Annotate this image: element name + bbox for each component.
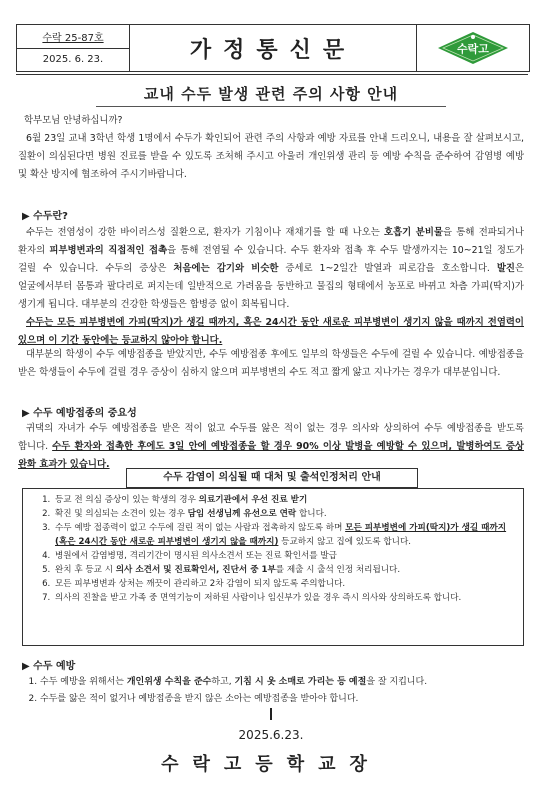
school-logo-icon: [437, 31, 509, 65]
text-cursor: [270, 708, 272, 720]
what-paragraph-2: 수두는 모든 피부병변에 가피(딱지)가 생길 때까지, 혹은 24시간 동안 새로운 피부병변이 생기지 않을 때까지 전염력이 있으며 이 기간 동안에는 등교하지 않아야 합니다.: [18, 317, 524, 346]
prevention-list: [22, 674, 542, 708]
page-title: 교내 수두 발생 관련 주의 사항 안내: [143, 85, 399, 103]
issue-date: 2025. 6. 23.: [42, 54, 104, 66]
list-item: 1. 등교 전 의심 증상이 있는 학생의 경우 의료기관에서 우선 진료 받기: [53, 493, 513, 507]
guidance-list: [23, 489, 523, 605]
what-paragraph-3: 대부분의 학생이 수두 예방접종을 받았지만, 수두 예방접종 후에도 일부의 학생들은 수두에 걸릴 수 있습니다. 예방접종을 받은 학생들이 수두에 걸릴 경우 증상이 심하지 않으며 피부병변의 수도 적고 짧게 앓고 지나가는 경우가 대부분입니다.: [18, 349, 524, 378]
list-item: 5. 완치 후 등교 시 의사 소견서 및 진료확인서, 진단서 중 1부를 제출 시 출석 인정 처리됩니다.: [53, 563, 513, 577]
guidance-box: [22, 488, 524, 646]
greeting: 학부모님 안녕하십니까?: [24, 115, 123, 126]
guidance-box-title: 수두 감염이 의심될 때 대처 및 출석인정처리 안내: [126, 468, 418, 488]
title-underline: [96, 106, 446, 107]
header-table: [16, 24, 530, 72]
school-logo: [417, 25, 529, 71]
list-item: 3. 수두 예방 접종력이 없고 수두에 걸린 적이 없는 사람과 접촉하지 않도록 하며 모든 피부병변에 가피(딱지)가 생길 때까지(혹은 24시간 동안 새로운 피부병변이 생기지 않을 때까지) 등교하지 않고 집에 있도록 합니다.: [53, 521, 513, 549]
list-item: 1. 수두 예방을 위해서는 개인위생 수칙을 준수하고, 기침 시 옷 소매로 가리는 등 예절을 잘 지킵니다.: [40, 674, 542, 691]
list-item: 2. 수두를 앓은 적이 없거나 예방접종을 받지 않은 소아는 예방접종을 받아야 합니다.: [40, 691, 542, 708]
section-heading-prevent: ▶ 수두 예방: [22, 661, 76, 672]
list-item: 6. 모든 피부병변과 상처는 깨끗이 관리하고 2차 감염이 되지 않도록 주의합니다.: [53, 577, 513, 591]
intro-paragraph: 6월 23일 교내 3학년 학생 1명에서 수두가 확인되어 관련 주의 사항과 예방 자료를 안내 드리오니, 내용을 잘 살펴보시고, 질환이 의심된다면 병원 진료를 받을 수 있도록 조처해 주시고 아울러 개인위생 관리 등 예방 수칙을 준수하여 감염병 예방 및 확산 방지에 협조하여 주시기바랍니다.: [18, 133, 524, 180]
list-item: 7. 의사의 진찰을 받고 가족 중 면역기능이 저하된 사람이나 임신부가 있을 경우 즉시 의사와 상의하도록 합니다.: [53, 591, 513, 605]
section-heading-vaccine: ▶ 수두 예방접종의 중요성: [22, 408, 137, 419]
logo-text: 수락고: [457, 42, 489, 56]
list-item: 4. 병원에서 감염병명, 격리기간이 명시된 의사소견서 또는 진료 확인서를 발급: [53, 549, 513, 563]
section-heading-what: ▶ 수두란?: [22, 211, 68, 222]
footer-date: 2025.6.23.: [238, 728, 304, 742]
header-rule: [16, 74, 528, 75]
list-item: 2. 확진 및 의심되는 소견이 있는 경우 담임 선생님께 유선으로 연락 합니다.: [53, 507, 513, 521]
what-paragraph-1: 수두는 전염성이 강한 바이러스성 질환으로, 환자가 기침이나 재채기를 할 때 나오는 호흡기 분비물을 통해 전파되거나 환자의 피부병변과의 직접적인 접촉을 통해 전염될 수 있습니다. 수두 환자와 접촉 후 수두 발생까지는 10~21일 정도가 걸릴 수 있습니다. 수두의 증상은 처음에는 감기와 비슷한 증세로 1~2일간 발열과 피로감을 호소합니다. 발진은 얼굴에서부터 몸통과 팔다리로 퍼지는데 일반적으로 가려움을 동반하고 물집의 형태에서 농포로 바뀌고 차츰 가피(딱지)가 생기게 됩니다. 대부분의 건강한 학생들은 합병증 없이 회복됩니다.: [18, 227, 524, 310]
vaccine-paragraph: 귀댁의 자녀가 수두 예방접종을 받은 적이 없고 수두를 앓은 적이 없는 경우 의사와 상의하여 수두 예방접종을 받도록 합니다. 수두 환자와 접촉한 후에도 3일 안에 예방접종을 할 경우 90% 이상 발병을 예방할 수 있으며, 발병하여도 증상 완화 효과가 있습니다.: [18, 423, 524, 470]
school-principal: 수락고등학교장: [161, 754, 381, 775]
newsletter-title: 가정통신문: [130, 25, 417, 71]
doc-number: 수락 25-87호: [42, 32, 104, 44]
doc-info: [17, 25, 130, 71]
